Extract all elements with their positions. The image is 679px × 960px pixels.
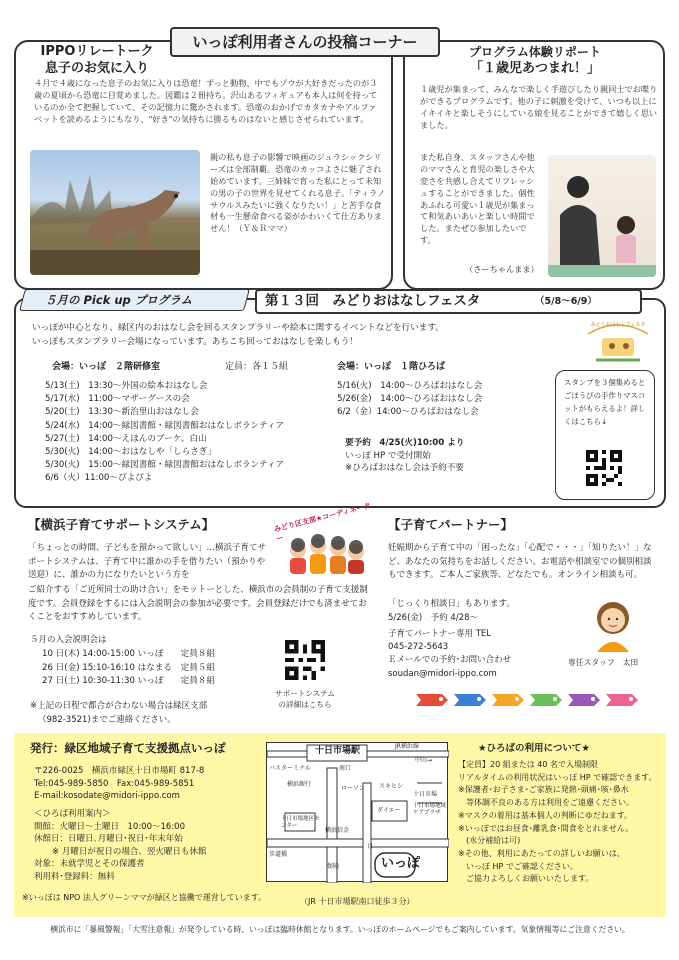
support-qr-caption-1: サポートシステム bbox=[275, 689, 335, 698]
map-label: 十日市場 bbox=[413, 791, 438, 798]
pickup-label-text: ５月の Pick up プログラム bbox=[45, 293, 193, 307]
guide-closed-1: 休館日：日曜日､月曜日･祝日･年末年始 bbox=[34, 834, 183, 844]
venue2-heading: 会場：いっぽ １階ひろば bbox=[337, 362, 446, 372]
koinobori-fish bbox=[416, 694, 448, 706]
hiroba-line: ※その他、利用にあたっての詳しいお願いは、 bbox=[458, 848, 625, 858]
staff-illustration bbox=[583, 592, 643, 652]
hiroba-line: 等体調不良のある方は利用をご遠慮ください。 bbox=[458, 798, 634, 808]
guide-heading: ＜ひろば利用案内＞ bbox=[34, 809, 111, 819]
right-post-author: （さーちゃんまま） bbox=[465, 264, 539, 274]
map-label: 十日市場地区センター bbox=[281, 816, 320, 829]
event-row: 5/24(水) 14:00～緑図書館・緑図書館おはなしボランティア bbox=[45, 420, 285, 431]
hiroba-line: いっぽ HP でご確認ください。 bbox=[458, 861, 578, 871]
header-title: いっぽ利用者さんの投稿コーナー bbox=[170, 27, 440, 57]
coordinator-badge bbox=[268, 500, 378, 580]
map-label: 横浜信金 bbox=[325, 827, 350, 834]
event-row: 5/16(火) 14:00～ひろばおはなし会 bbox=[337, 381, 483, 391]
session-row: 10 日(木) 14:00-15:00 いっぽ 定員８組 bbox=[42, 649, 216, 659]
guide-closed-2: ※ 月曜日が祝日の場合、翌火曜日も休館 bbox=[52, 846, 207, 857]
partner-tel-head: 子育てパートナー専用 TEL bbox=[388, 629, 492, 639]
event-row: 5/17(水) 11:00～マザーグースの会 bbox=[45, 394, 190, 405]
pickup-intro-1: いっぽが中心となり、緑区内のおはなし会を回るスタンプラリーや絵本に関するイベントなどを行います。 bbox=[32, 323, 444, 333]
left-post-title-line1: IPPOリレートーク bbox=[40, 44, 154, 59]
support-qr-code[interactable] bbox=[285, 640, 325, 680]
right-post-title-line1: プログラム体験リポート bbox=[469, 45, 601, 59]
koinobori-row bbox=[412, 690, 652, 710]
left-post-title bbox=[22, 44, 172, 78]
partner-mail[interactable]: soudan@midori-ippo.com bbox=[388, 668, 497, 679]
yokohama-body-1: 「ちょっとの時間、子どもを預かって欲しい」…横浜子育てサポートシステムは、子育て中に誰かの手を借りたい（預かりや送迎）に、誰かの力になりたいという方を bbox=[28, 543, 267, 580]
event-row: 5/30(火) 15:00～緑図書館・緑図書館おはなしボランティア bbox=[45, 460, 285, 471]
pickup-intro-2: いっぽもスタンプラリー会場になっています。あちこち回っておはなしを楽しもう！ bbox=[32, 337, 358, 347]
venue1-capacity: 定員：各１５組 bbox=[225, 362, 289, 372]
koinobori-fish bbox=[568, 694, 600, 706]
event-row: 5/13(土) 13:30～外国の絵本おはなし会 bbox=[45, 381, 208, 391]
footer-npo: ※いっぽは NPO 法人グリーンママが緑区と協働で運営しています。 bbox=[22, 893, 267, 902]
festa-logo-text: みどりおはなしフェスタ bbox=[590, 322, 646, 328]
hiroba-line: ※いっぽではお昼食･離乳食･間食をとれません。 bbox=[458, 823, 634, 833]
map-label: 中山→ bbox=[415, 757, 433, 764]
session-heading: ５月の入会説明会は bbox=[30, 635, 107, 645]
partner-body: 妊娠期から子育て中の「困ったな」「心配で・・・」「知りたい！」など、あなたの気持ちをお話しください。お電話や相談室での個別相談もできます。ご本人ご家族等、どなたでも。オンライン相談も可。 bbox=[388, 543, 652, 580]
staff-avatar-icon bbox=[583, 592, 643, 652]
right-post-text-side: また私自身、スタッフさんや他のママさんと育児の楽しさや大変さを共感し合えてリフレッシュすることができました。個性あふれる可愛い１歳児が集まって和気あいあいと楽しい時間でした。またぜひ参加したいです。 bbox=[420, 152, 535, 246]
partner-contact bbox=[388, 628, 511, 681]
event-row: 5/26(金) 14:00～ひろばおはなし会 bbox=[337, 394, 483, 405]
support-qr-caption bbox=[265, 688, 345, 710]
jikkuri-label: 「じっくり相談日」もあります。 bbox=[388, 599, 515, 609]
hiroba-rules bbox=[458, 759, 663, 886]
koinobori-fish bbox=[530, 694, 562, 706]
stamp-bubble-text: スタンプを３個集めるとごほうびの手作りマスコットがもらえるよ！詳しくはこちら↓ bbox=[564, 378, 646, 426]
footer-tel-fax[interactable]: Tel:045-989-5850 Fax:045-989-5851 bbox=[34, 778, 195, 789]
guide-hours: 開館：火曜日～土曜日 10:00～16:00 bbox=[34, 821, 185, 832]
yokohama-note bbox=[30, 700, 207, 727]
qr-code-icon bbox=[285, 640, 325, 680]
left-post-text-top: ４月で４歳になった息子のお気に入りは恐竜！ずっと動物、中でもゾウが大好きだったのが３歳の夏頃から恐竜に目覚めました。図鑑は２冊持ち。沢山あるフィギュアも本人は何を持っているのか全て把握していて、その記憶力に驚かされます。恐竜のおかげでカタカナやアルファベットを読めるようにもなり、"好き"の気持ちに勝るものはないと感じさせられています。 bbox=[34, 78, 378, 124]
map-label: スキヒシ bbox=[379, 783, 404, 790]
footer-contact bbox=[34, 765, 204, 803]
festa-logo bbox=[582, 316, 654, 366]
event-row: 5/27(土) 14:00～えほんのブーケ、白山 bbox=[45, 433, 207, 444]
map-ippo: いっぽ bbox=[381, 856, 421, 871]
right-post-title-line2: 「１歳児あつまれ！」 bbox=[469, 61, 600, 77]
map-label: 南口 bbox=[339, 765, 352, 772]
map-station: 十日市場駅 bbox=[315, 746, 361, 756]
yokohama-title: 【横浜子育てサポートシステム】 bbox=[28, 517, 215, 532]
map-label: 横浜銀行 bbox=[287, 781, 312, 788]
session-list bbox=[42, 648, 215, 689]
venue1-heading: 会場：いっぽ ２階研修室 bbox=[52, 362, 161, 372]
jikkuri-date: 5/26(金) 予約 4/28～ bbox=[388, 612, 479, 623]
koinobori-fish bbox=[492, 694, 524, 706]
left-post-title-line2: 息子のお気に入り bbox=[44, 60, 149, 76]
event-row: 6/6（火）11:00～ぴよぴよ bbox=[45, 473, 153, 484]
koinobori-fish bbox=[454, 694, 486, 706]
reserve-box bbox=[345, 437, 495, 475]
partner-title: 【子育てパートナー】 bbox=[388, 517, 514, 532]
event-row: 5/30(火) 14:00～おはなしや「しらさぎ」 bbox=[45, 447, 217, 458]
map-label: ローソン bbox=[341, 785, 365, 792]
reserve-line-2: いっぽ HP で受付開始 bbox=[345, 450, 431, 461]
hiroba-line: (水分補給は可) bbox=[458, 836, 521, 846]
hiroba-line: ご協力よろしくお願いいたします。 bbox=[458, 874, 594, 884]
map-label: ダイエー bbox=[377, 807, 401, 814]
stamp-qr-code[interactable] bbox=[586, 450, 622, 486]
footer-publisher: 発行：緑区地域子育て支援拠点いっぽ bbox=[30, 741, 226, 755]
map-line: JR横浜線 bbox=[395, 743, 419, 750]
event-row: 5/20(土) 13:30～新治里山おはなし会 bbox=[45, 407, 199, 418]
reserve-line-3: ※ひろばおはなし会は予約不要 bbox=[345, 463, 464, 473]
dinosaur-icon bbox=[30, 150, 200, 275]
access-map[interactable] bbox=[266, 742, 448, 882]
footer-email[interactable]: E-mail:kosodate@midori-ippo.com bbox=[34, 791, 180, 801]
map-label: バスターミナル bbox=[269, 765, 311, 772]
staff-label: 専任スタッフ 太田 bbox=[568, 658, 639, 667]
map-label: 日 bbox=[367, 843, 374, 850]
partner-mail-head: Ｅメールでの予約･お問い合わせ bbox=[388, 655, 512, 666]
qr-code-icon bbox=[586, 450, 622, 486]
hiroba-line: ※マスクの着用は基本個人の判断にゆだねます。 bbox=[458, 810, 633, 820]
event-row: 6/2（金）14:00～ひろばおはなし会 bbox=[337, 407, 479, 418]
session-row: 27 日(土) 10:30-11:30 いっぽ 定員８組 bbox=[42, 676, 216, 686]
koinobori-icon bbox=[412, 690, 652, 710]
footer-address: 〒226-0025 横浜市緑区十日市場町 817-8 bbox=[34, 766, 205, 776]
guide-target: 対象：未就学児とその保護者 bbox=[34, 859, 145, 869]
reserve-line-1: 要予約 4/25(火)10:00 より bbox=[345, 438, 465, 448]
venue1-events bbox=[45, 380, 284, 486]
left-post-text-side: 親の私も息子の影響で映画のジュラシックシリーズは全部制覇。恐竜のカッコよさに魅了され始めています。三姉妹で育った私にとって未知の男の子の世界を見せてくれる息子。「ティラノサウルスみたいに強くなりたい！」と苦手な食材も一生懸命食べる姿がかわいくて仕方ありません！（Ｙ＆Ｒママ） bbox=[210, 152, 386, 234]
baby-photo bbox=[548, 155, 656, 277]
yokohama-note-1: ※上記の日程で都合が合わない場合は緑区支部 bbox=[30, 701, 208, 711]
coordinator-badge-text: みどり区支部★コーディネーター bbox=[273, 500, 372, 544]
dinosaur-photo bbox=[30, 150, 200, 275]
koinobori-fish bbox=[606, 694, 638, 706]
hiroba-line: リアルタイムの利用状況はいっぽ HP で確認できます。 bbox=[458, 772, 657, 782]
map-access: （JR 十日市場駅南口徒歩３分） bbox=[300, 897, 415, 906]
right-post-text-top: １歳児が集まって、みんなで楽しく手遊びしたり親同士でお喋りができるプログラムです。他の子に刺激を受けて、いつも以上にイキイキと楽しそうにしている娘を見ることができて嬉しく思いました。 bbox=[420, 84, 658, 130]
hiroba-title: ★ひろばの利用について★ bbox=[478, 743, 590, 754]
guide-fee: 利用料･登録料：無料 bbox=[34, 871, 115, 882]
support-qr-caption-2: の詳細はこちら bbox=[278, 700, 332, 709]
footer-guide bbox=[34, 808, 206, 883]
footer-bottom-notice: 横浜市に「暴風警報」「大雪注意報」が発令している時、いっぽは臨時休館となります。いっぽのホームページでもご案内しています。気象情報等にご注意ください。 bbox=[50, 925, 630, 934]
map-label: 保険 bbox=[327, 863, 340, 870]
hiroba-line: ※保護者･お子さま･ご家族に発熱･頭痛･咳･鼻水 bbox=[458, 785, 629, 795]
map-label: 十日市場地域ケアプラザ bbox=[413, 803, 447, 816]
hiroba-line: 【定員】20 組または 40 名で入場制限 bbox=[458, 760, 598, 769]
mother-child-icon bbox=[548, 155, 656, 277]
venue2-events bbox=[337, 380, 482, 420]
partner-tel[interactable]: 045-272-5643 bbox=[388, 642, 449, 653]
right-post-title bbox=[410, 44, 660, 78]
partner-jikkuri bbox=[388, 598, 515, 625]
session-row: 26 日(金) 15:10-16:10 はなまる 定員５組 bbox=[42, 662, 216, 673]
map-label: 歩道橋 bbox=[269, 851, 288, 858]
pickup-title: 第１３回 みどりおはなしフェスタ bbox=[265, 293, 481, 309]
yokohama-note-2: （982-3521)までご連絡ください。 bbox=[38, 714, 176, 725]
pickup-period: （5/8～6/9） bbox=[535, 296, 597, 307]
yokohama-body-2: ご紹介する「ご近所同士の助け合い」をモットーとした、横浜市の会員制の子育て支援制度です。会員登録をするには入会説明会の参加が必要です。会員登録だけでも済ませておくことをおすすめしています。 bbox=[28, 585, 368, 622]
